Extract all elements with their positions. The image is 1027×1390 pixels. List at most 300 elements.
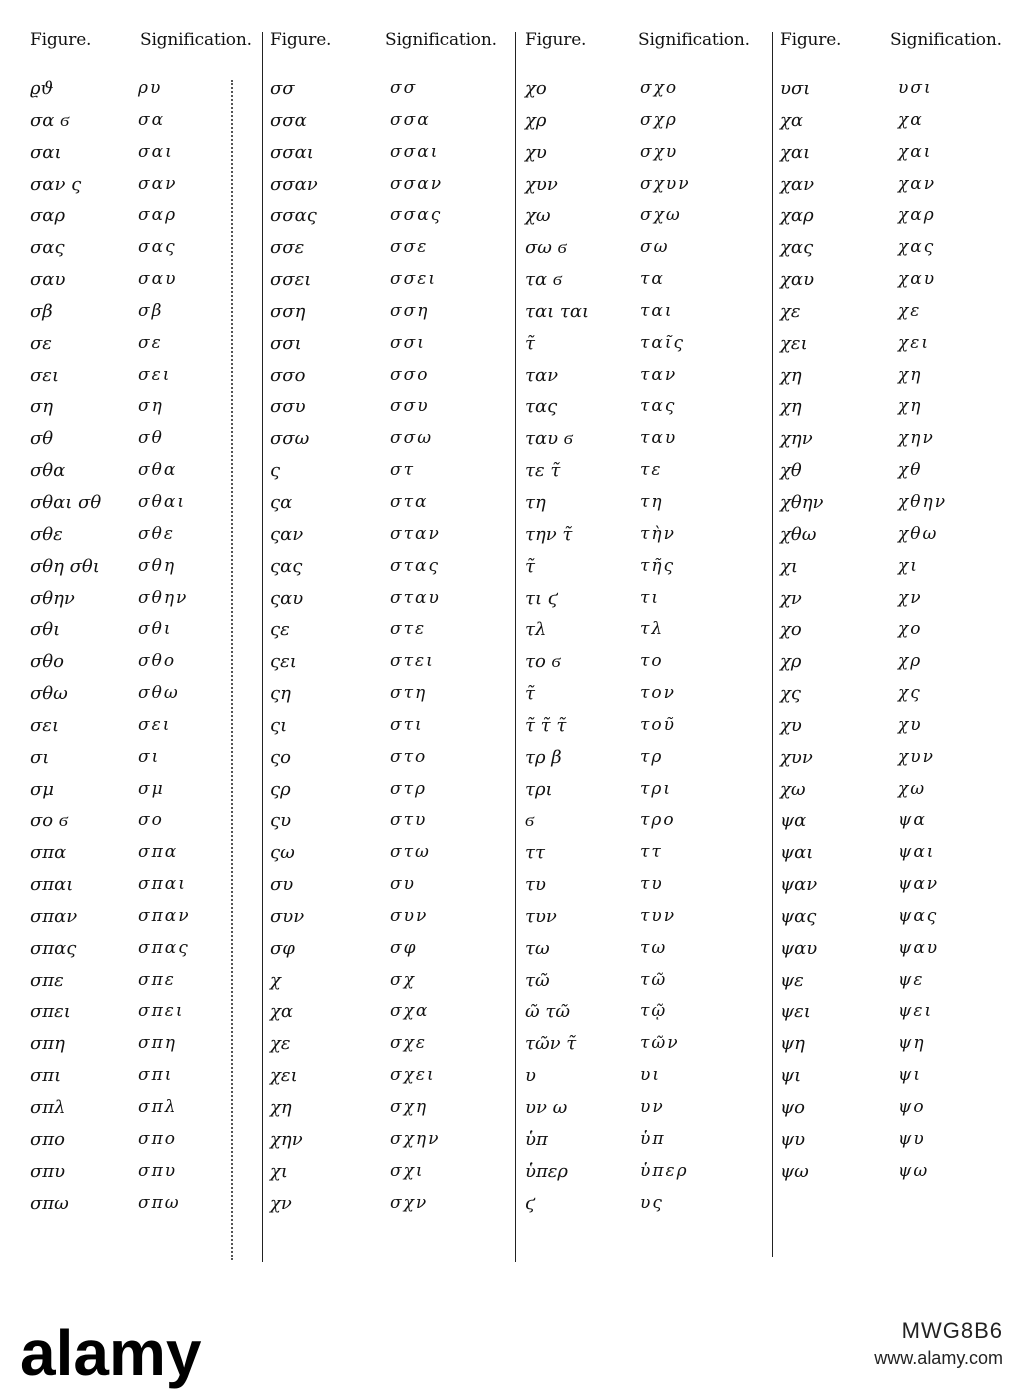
figure-cell: ψας [780, 905, 817, 927]
figure-cell: σαυ [30, 269, 66, 291]
figure-cell: σει [30, 364, 60, 386]
signification-cell: ττ [640, 842, 663, 863]
watermark-url: www.alamy.com [874, 1348, 1003, 1368]
figure-cell: σσας [270, 205, 317, 227]
table-row [270, 1161, 510, 1193]
table-row [270, 237, 510, 269]
signification-cell: σθα [138, 460, 178, 481]
table-row [30, 556, 252, 588]
table-row [525, 365, 765, 397]
table-row [30, 174, 252, 206]
table-row [30, 1065, 252, 1097]
table-row [780, 779, 1012, 811]
table-row [780, 174, 1012, 206]
signification-cell: τρο [640, 810, 676, 831]
figure-cell: ςη [270, 683, 291, 705]
alamy-logo: alamy [20, 1317, 202, 1389]
signification-cell: ὑπ [640, 1128, 666, 1149]
figure-cell: σαι [30, 141, 62, 163]
figure-cell: χρ [780, 651, 802, 673]
table-row [270, 524, 510, 556]
table-row [780, 269, 1012, 301]
figure-cell: χω [780, 778, 806, 800]
figure-cell: σπει [30, 1001, 71, 1023]
figure-cell: χη [270, 1097, 292, 1118]
image-id: MWG8B6 [901, 1318, 1003, 1343]
signification-cell: χην [898, 428, 935, 449]
signification-cell: ρυ [138, 78, 163, 98]
signification-cell: χα [898, 109, 924, 130]
figure-cell: τω [525, 937, 550, 959]
signification-cell: ψε [898, 969, 925, 990]
signification-cell: ψυ [898, 1128, 926, 1149]
figure-cell: ψει [780, 1001, 811, 1023]
figure-cell: συν [270, 905, 305, 927]
table-row [525, 1129, 765, 1161]
column-divider [772, 32, 773, 1257]
table-row [780, 1065, 1012, 1097]
signification-cell: ταν [640, 364, 678, 385]
table-row [525, 78, 765, 110]
signification-cell: σσαι [390, 141, 440, 162]
figure-cell: ςας [270, 555, 303, 577]
table-row [525, 715, 765, 747]
figure-cell: σε [30, 332, 52, 354]
table-row [270, 588, 510, 620]
figure-cell: ςα [270, 491, 293, 513]
figure-cell: χρ [525, 109, 547, 131]
signification-cell: σφ [390, 937, 418, 958]
figure-cell: σσι [270, 332, 302, 354]
table-row [780, 492, 1012, 524]
figure-cell: ςρ [270, 778, 291, 800]
figure-cell: χαι [780, 141, 811, 163]
figure-cell: σσε [270, 237, 305, 259]
figure-cell: σας [30, 237, 65, 259]
table-row [780, 747, 1012, 779]
table-row [525, 779, 765, 811]
column-divider [515, 32, 516, 1262]
signification-cell: σθαι [138, 491, 186, 512]
table-row [525, 269, 765, 301]
figure-cell: συ [270, 874, 294, 896]
signification-cell: ψαν [898, 874, 940, 895]
table-row [780, 1161, 1012, 1193]
signification-cell: χυ [898, 714, 923, 735]
figure-cell: σπας [30, 937, 77, 959]
signification-cell: ταυ [640, 428, 678, 449]
table-row [270, 1033, 510, 1065]
table-row [270, 651, 510, 683]
figure-cell: σαρ [30, 205, 66, 227]
table-row [525, 970, 765, 1002]
table-row [780, 874, 1012, 906]
table-row [270, 396, 510, 428]
table-row [270, 810, 510, 842]
signification-cell: τον [640, 683, 676, 704]
table-row [780, 205, 1012, 237]
signification-cell: σσει [390, 269, 437, 290]
signification-cell: σθω [138, 683, 180, 704]
signification-cell: σσω [390, 428, 434, 449]
figure-cell: σσ [270, 78, 295, 99]
table-row [270, 1001, 510, 1033]
figure-cell: ῶ τῶ [525, 1001, 571, 1023]
table-row [525, 524, 765, 556]
table-row [780, 1033, 1012, 1065]
figure-cell: ςο [270, 746, 291, 768]
table-row [270, 269, 510, 301]
table-row [525, 810, 765, 842]
header-signification: Signification. [385, 30, 497, 50]
table-block-3 [525, 30, 765, 1280]
table-row [525, 906, 765, 938]
figure-cell: ςε [270, 619, 290, 641]
rows [270, 78, 510, 1224]
figure-cell: χα [270, 1001, 294, 1023]
table-row [780, 428, 1012, 460]
figure-cell: ςι [270, 714, 288, 736]
signification-cell: σσι [390, 332, 426, 353]
table-row [30, 78, 252, 110]
signification-cell: σθο [138, 651, 177, 672]
table-block-2 [270, 30, 510, 1280]
signification-cell: σχι [390, 1160, 425, 1181]
figure-cell: σμ [30, 778, 54, 800]
figure-cell: ψο [780, 1097, 805, 1118]
figure-cell: ὑπ [525, 1128, 548, 1150]
figure-cell: ται ται [525, 300, 590, 322]
figure-cell: ςαν [270, 523, 304, 545]
figure-cell: σσο [270, 364, 306, 386]
table-row [780, 651, 1012, 683]
signification-cell: τι [640, 587, 661, 608]
figure-cell: σπλ [30, 1097, 66, 1118]
table-row [30, 779, 252, 811]
signification-cell: ψη [898, 1033, 926, 1054]
table-row [525, 1065, 765, 1097]
table-row [780, 842, 1012, 874]
figure-cell: ψαι [780, 842, 814, 864]
rows [525, 78, 765, 1224]
table-row [525, 142, 765, 174]
signification-cell: στο [390, 746, 428, 767]
signification-cell: σο [138, 810, 164, 831]
table-row [270, 301, 510, 333]
table-row [525, 205, 765, 237]
signification-cell: χας [898, 237, 936, 258]
figure-cell: σση [270, 300, 306, 322]
figure-cell: ψω [780, 1160, 809, 1182]
table-row [30, 1001, 252, 1033]
signification-cell: στω [390, 842, 431, 863]
signification-cell: σβ [138, 300, 164, 321]
table-row [525, 842, 765, 874]
signification-cell: σση [390, 300, 430, 321]
signification-cell: χε [898, 300, 922, 321]
table-row [30, 842, 252, 874]
figure-cell: υ [525, 1065, 536, 1087]
table-row [270, 779, 510, 811]
figure-cell: σπι [30, 1065, 62, 1087]
table-row [30, 365, 252, 397]
figure-cell: σθη σθι [30, 555, 100, 577]
figure-cell: ςυ [270, 810, 292, 832]
table-row [30, 237, 252, 269]
signification-cell: σαν [138, 173, 178, 194]
figure-cell: σθω [30, 683, 68, 705]
table-row [30, 1193, 252, 1225]
signification-cell: ται [640, 300, 674, 321]
signification-cell: τῶ [640, 969, 668, 990]
table-row [525, 1193, 765, 1225]
figure-cell: τ̃ τ̃ τ̃ [525, 714, 567, 736]
signification-cell: σαρ [138, 205, 178, 226]
figure-cell: σσω [270, 428, 310, 450]
figure-cell: σσαι [270, 141, 314, 163]
table-row [30, 938, 252, 970]
table-row [525, 237, 765, 269]
table-row [525, 1161, 765, 1193]
table-row [30, 906, 252, 938]
signification-cell: χυν [898, 746, 935, 767]
table-row [780, 1001, 1012, 1033]
figure-cell: ςαυ [270, 587, 304, 609]
figure-cell: σσαν [270, 173, 318, 195]
signification-cell: σμ [138, 778, 165, 799]
signification-cell: υς [640, 1192, 664, 1213]
signification-cell: σπω [138, 1192, 181, 1213]
figure-cell: ψυ [780, 1128, 806, 1150]
signification-cell: χθ [898, 460, 923, 481]
table-row [780, 970, 1012, 1002]
figure-cell: χαυ [780, 269, 815, 291]
figure-cell: χθην [780, 491, 824, 513]
signification-cell: στας [390, 555, 441, 576]
figure-cell: σθε [30, 523, 63, 545]
figure-cell: τι ϛ [525, 587, 558, 609]
table-row [525, 556, 765, 588]
figure-cell: χε [270, 1033, 291, 1055]
figure-cell: σι [30, 746, 50, 768]
table-row [30, 1129, 252, 1161]
table-row [525, 110, 765, 142]
table-row [270, 460, 510, 492]
figure-cell: χυ [780, 714, 802, 736]
signification-cell: τὴν [640, 523, 676, 544]
signification-cell: σπει [138, 1001, 185, 1022]
table-row [780, 1097, 1012, 1129]
figure-cell: ταυ ϭ [525, 428, 573, 450]
figure-cell: σπαν [30, 905, 78, 927]
table-row [780, 1129, 1012, 1161]
signification-cell: χει [898, 332, 931, 353]
table-row [270, 1129, 510, 1161]
figure-cell: τ̃ [525, 555, 535, 577]
table-row [780, 683, 1012, 715]
signification-cell: σθη [138, 555, 177, 576]
figure-cell: χει [270, 1065, 298, 1087]
signification-cell: σας [138, 237, 177, 258]
figure-cell: χι [780, 555, 798, 577]
signification-cell: τρι [640, 778, 673, 799]
table-row [780, 906, 1012, 938]
table-row [780, 78, 1012, 110]
table-block-4 [780, 30, 1012, 1280]
table-row [525, 874, 765, 906]
signification-cell: χαι [898, 141, 933, 162]
signification-cell: σπα [138, 842, 179, 863]
figure-cell: σω ϭ [525, 237, 567, 259]
table-row [270, 619, 510, 651]
figure-cell: χην [270, 1128, 303, 1150]
figure-cell: χυν [780, 746, 813, 768]
figure-cell: σθ [30, 428, 54, 450]
table-row [270, 492, 510, 524]
table-row [270, 78, 510, 110]
signification-cell: χν [898, 587, 923, 608]
signification-cell: τε [640, 460, 663, 481]
figure-cell: σα ϭ [30, 109, 70, 131]
signification-cell: τρ [640, 746, 664, 767]
table-row [270, 142, 510, 174]
table-row [30, 142, 252, 174]
signification-cell: σσο [390, 364, 430, 385]
signification-cell: χαυ [898, 269, 937, 290]
figure-cell: τας [525, 396, 558, 418]
signification-cell: τα [640, 269, 665, 290]
table-row [525, 1001, 765, 1033]
signification-cell: σει [138, 364, 172, 385]
figure-cell: τῶν τ̃ [525, 1033, 577, 1055]
table-row [525, 588, 765, 620]
table-row [780, 396, 1012, 428]
signification-cell: υι [640, 1065, 661, 1086]
column-divider [262, 32, 263, 1262]
signification-cell: στει [390, 651, 435, 672]
header-signification: Signification. [638, 30, 750, 50]
signification-cell: σθην [138, 587, 189, 608]
figure-cell: ψαυ [780, 937, 818, 959]
table-row [270, 556, 510, 588]
signification-cell: στυ [390, 810, 428, 831]
signification-cell: σσυ [390, 396, 430, 417]
figure-cell: χν [270, 1192, 292, 1214]
figure-cell: τα ϭ [525, 269, 562, 291]
table-row [30, 110, 252, 142]
figure-cell: χθω [780, 523, 817, 545]
signification-cell: σχρ [640, 109, 678, 130]
header-figure: Figure. [525, 30, 587, 50]
figure-cell: σπα [30, 842, 67, 864]
figure-cell: σπαι [30, 874, 74, 896]
figure-cell: ὑπερ [525, 1160, 569, 1182]
signification-cell: χαν [898, 173, 937, 194]
header-figure: Figure. [270, 30, 332, 50]
signification-cell: σχην [390, 1128, 441, 1149]
signification-cell: στρ [390, 778, 428, 799]
signification-cell: σχη [390, 1097, 429, 1117]
header-figure: Figure. [780, 30, 842, 50]
table-row [525, 747, 765, 779]
signification-cell: χρ [898, 651, 923, 672]
table-row [30, 715, 252, 747]
figure-cell: χε [780, 300, 801, 322]
table-row [30, 874, 252, 906]
table-row [270, 906, 510, 938]
table-row [30, 492, 252, 524]
table-row [270, 715, 510, 747]
signification-cell: σπο [138, 1128, 178, 1149]
signification-cell: σχυν [640, 173, 691, 194]
table-row [270, 683, 510, 715]
figure-cell: τρ β [525, 746, 562, 768]
signification-cell: τλ [640, 619, 665, 640]
figure-cell: χαρ [780, 205, 814, 227]
signification-cell: στι [390, 714, 424, 735]
signification-cell: χθην [898, 491, 948, 512]
signification-cell: σπας [138, 937, 190, 958]
signification-cell: υν [640, 1097, 665, 1117]
table-row [780, 365, 1012, 397]
rows [30, 78, 252, 1224]
table-row [780, 237, 1012, 269]
figure-cell: σπυ [30, 1160, 66, 1182]
signification-cell: σχε [390, 1033, 428, 1054]
signification-cell: υσι [898, 78, 933, 98]
figure-cell: υν ω [525, 1097, 568, 1118]
signification-cell: σχει [390, 1065, 436, 1086]
table-block-1 [30, 30, 252, 1280]
signification-cell: σπαι [138, 874, 187, 895]
table-row [30, 683, 252, 715]
table-row [780, 333, 1012, 365]
signification-cell: συν [390, 905, 429, 926]
table-row [270, 970, 510, 1002]
figure-cell: χν [780, 587, 802, 609]
table-row [525, 651, 765, 683]
signification-cell: ψι [898, 1065, 922, 1086]
signification-cell: σθε [138, 523, 175, 544]
figure-cell: ϛ [525, 1192, 536, 1214]
table-row [30, 970, 252, 1002]
figure-cell: χο [780, 619, 802, 641]
signification-cell: ψει [898, 1001, 934, 1022]
signification-cell: σπη [138, 1033, 177, 1054]
table-row [525, 1033, 765, 1065]
signification-cell: σπαν [138, 905, 191, 926]
signification-cell: σα [138, 109, 166, 130]
table-row [270, 428, 510, 460]
table-row [30, 1033, 252, 1065]
watermark-info [874, 1318, 1003, 1369]
signification-cell: σχω [640, 205, 682, 226]
table-row [525, 1097, 765, 1129]
signification-cell: σταυ [390, 587, 441, 608]
signification-cell: χθω [898, 523, 939, 544]
figure-cell: ςω [270, 842, 295, 864]
signification-cell: τη [640, 491, 664, 512]
table-row [270, 747, 510, 779]
header-signification: Signification. [140, 30, 252, 50]
figure-cell: ση [30, 396, 54, 418]
figure-cell: τη [525, 491, 546, 513]
signification-cell: τυ [640, 874, 664, 895]
figure-cell: ϱϑ [30, 78, 54, 99]
signification-cell: σπε [138, 969, 176, 990]
figure-cell: ψη [780, 1033, 805, 1055]
figure-cell: σπω [30, 1192, 69, 1214]
